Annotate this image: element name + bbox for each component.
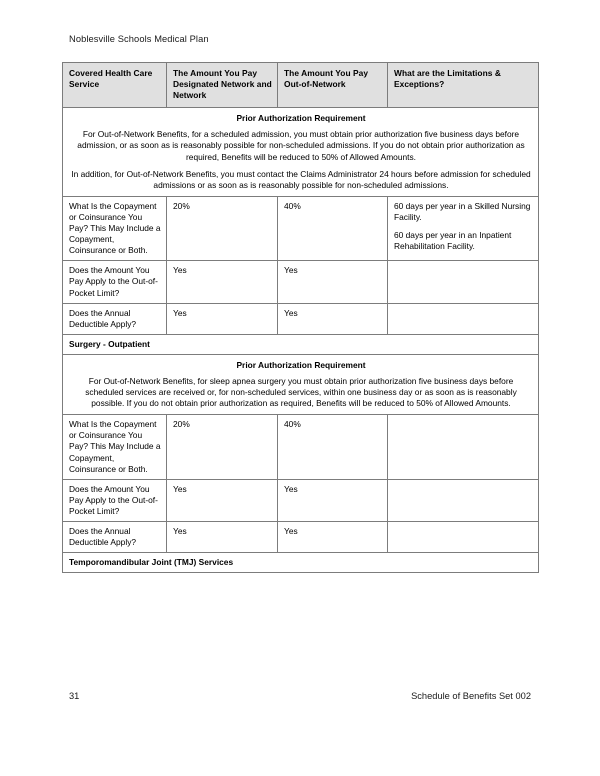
cell-network-amount: Yes <box>167 522 278 553</box>
limitation-text: 60 days per year in an Inpatient Rehabilitation Facility. <box>394 230 512 252</box>
table-row <box>63 522 539 553</box>
cell-network-amount: Yes <box>167 303 278 334</box>
prior-authorization-paragraph: For Out-of-Network Benefits, for a scheduled admission, you must obtain prior authorization five business days before admission, or as soon as is reasonably possible for non-scheduled admissions. If you do not obtain prior authorization as required, Benefits will be reduced to 50% of Allowed Amounts. <box>77 129 525 162</box>
cell-out-of-network-amount: Yes <box>278 303 388 334</box>
cell-network-amount: Yes <box>167 261 278 303</box>
cell-service-question: Does the Annual Deductible Apply? <box>63 303 167 334</box>
cell-network-amount: 20% <box>167 415 278 479</box>
cell-out-of-network-amount: 40% <box>278 415 388 479</box>
table-row <box>63 196 539 260</box>
table-header-row <box>63 63 539 108</box>
table-row <box>63 415 539 479</box>
prior-authorization-title: Prior Authorization Requirement <box>236 359 366 370</box>
prior-authorization-row <box>63 108 539 197</box>
section-title-surgery-outpatient: Surgery - Outpatient <box>63 334 539 354</box>
cell-out-of-network-amount: Yes <box>278 522 388 553</box>
column-header-covered-service: Covered Health Care Service <box>63 63 167 108</box>
footer-document-label: Schedule of Benefits Set 002 <box>411 691 531 701</box>
cell-out-of-network-amount: 40% <box>278 196 388 260</box>
section-title-row <box>63 553 539 573</box>
cell-limitations <box>388 522 539 553</box>
cell-service-question: Does the Annual Deductible Apply? <box>63 522 167 553</box>
schedule-of-benefits-table <box>62 62 539 573</box>
cell-limitations <box>388 303 539 334</box>
document-header-title: Noblesville Schools Medical Plan <box>69 34 209 44</box>
cell-limitations <box>388 415 539 479</box>
cell-limitations <box>388 479 539 521</box>
cell-service-question: What Is the Copayment or Coinsurance You Pay? This May Include a Copayment, Coinsurance or Both. <box>63 415 167 479</box>
prior-authorization-title: Prior Authorization Requirement <box>236 113 366 124</box>
table-row <box>63 261 539 303</box>
table-row <box>63 479 539 521</box>
prior-authorization-paragraph: For Out-of-Network Benefits, for sleep apnea surgery you must obtain prior authorization five business days before scheduled services are received or, for non-scheduled services, within one business day or as soon as is reasonably possible. If you do not obtain prior authorization as required, Benefits will be reduced to 50% of Allowed Amounts. <box>85 375 517 409</box>
column-header-network-amount: The Amount You Pay Designated Network and Network <box>167 63 278 108</box>
cell-network-amount: 20% <box>167 196 278 260</box>
cell-service-question: What Is the Copayment or Coinsurance You Pay? This May Include a Copayment, Coinsurance or Both. <box>63 196 167 260</box>
prior-authorization-block <box>63 108 539 197</box>
prior-authorization-block <box>63 354 539 414</box>
page-footer <box>69 690 531 702</box>
cell-network-amount: Yes <box>167 479 278 521</box>
column-header-limitations: What are the Limitations & Exceptions? <box>388 63 539 108</box>
cell-service-question: Does the Amount You Pay Apply to the Out-of-Pocket Limit? <box>63 479 167 521</box>
cell-limitations <box>388 261 539 303</box>
limitation-text: 60 days per year in a Skilled Nursing Facility. <box>394 200 531 222</box>
table-row <box>63 303 539 334</box>
cell-out-of-network-amount: Yes <box>278 479 388 521</box>
cell-limitations <box>388 196 539 260</box>
cell-service-question: Does the Amount You Pay Apply to the Out-of-Pocket Limit? <box>63 261 167 303</box>
section-title-row <box>63 334 539 354</box>
cell-out-of-network-amount: Yes <box>278 261 388 303</box>
footer-page-number: 31 <box>69 691 80 701</box>
prior-authorization-row <box>63 354 539 414</box>
column-header-out-of-network-amount: The Amount You Pay Out-of-Network <box>278 63 388 108</box>
section-title-tmj-services: Temporomandibular Joint (TMJ) Services <box>63 553 539 573</box>
prior-authorization-paragraph: In addition, for Out-of-Network Benefits, you must contact the Claims Administrator 24 hours before admission for scheduled admissions or as soon as is reasonably possible for non-scheduled admissions. <box>71 168 531 190</box>
